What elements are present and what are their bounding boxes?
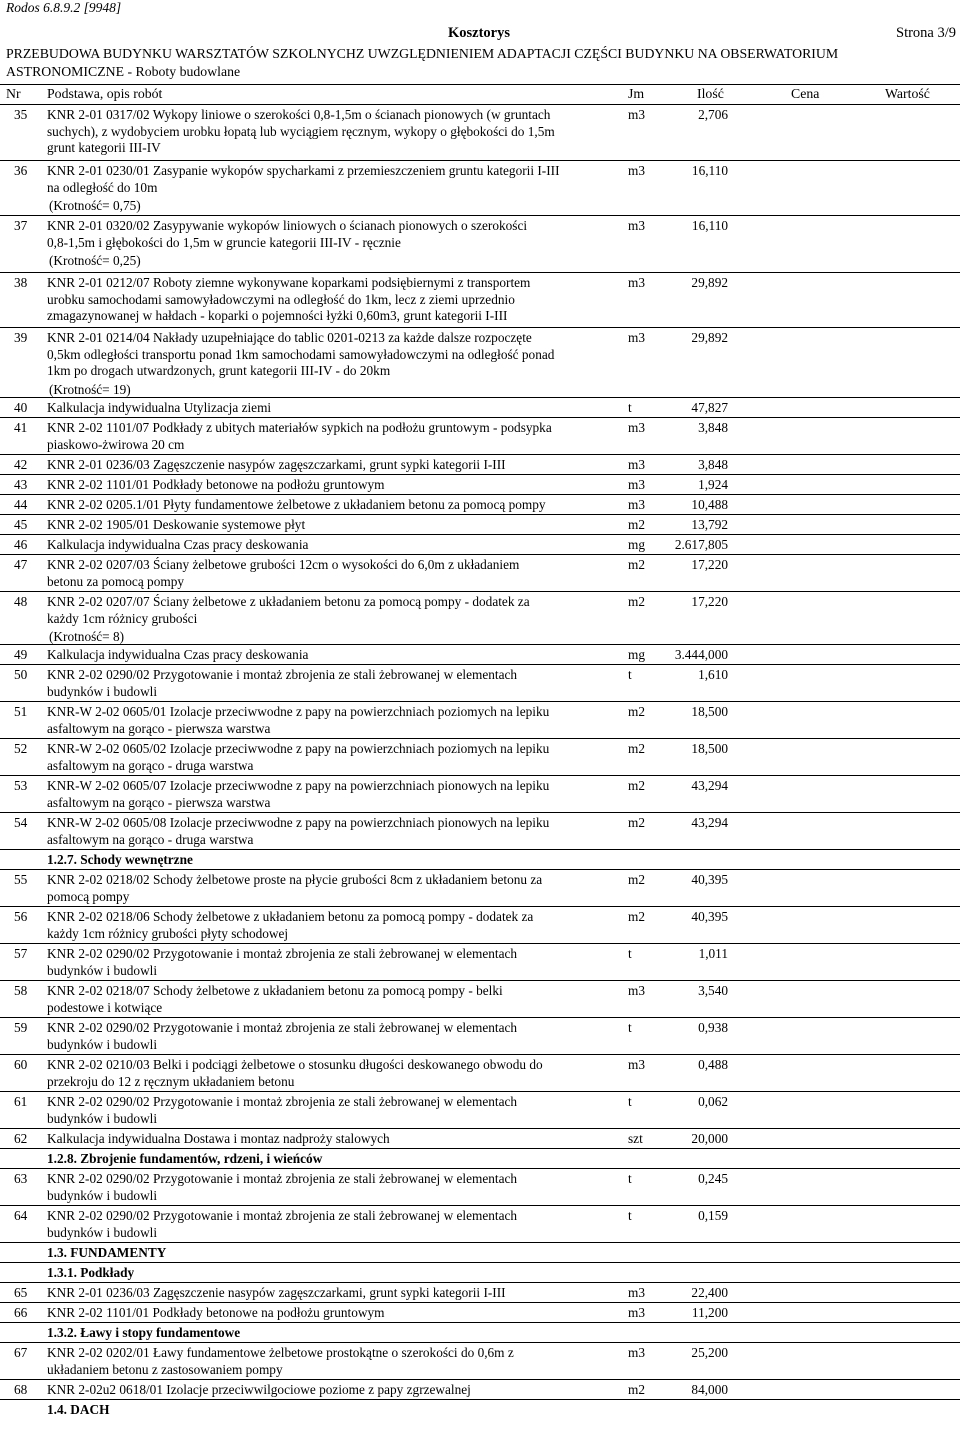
- row-description: [47, 275, 615, 325]
- row-unit: m2: [628, 872, 645, 887]
- row-quantity: 1,011: [698, 946, 728, 961]
- section-header: [0, 1263, 960, 1283]
- description-line: (Krotność= 19): [49, 381, 131, 397]
- description-line: betonu za pomocą pompy: [47, 573, 184, 589]
- row-quantity: 3,848: [698, 457, 728, 472]
- table-row: [0, 1303, 960, 1323]
- row-number: 56: [14, 909, 28, 924]
- row-number: 53: [14, 778, 28, 793]
- row-description: [47, 420, 615, 453]
- row-description: [47, 1131, 615, 1148]
- row-unit: m3: [628, 163, 645, 178]
- row-quantity: 13,792: [691, 517, 728, 532]
- description-line: KNR 2-02 0218/02 Schody żelbetowe proste na płycie grubości 8cm z układaniem betonu za: [47, 872, 543, 887]
- row-quantity: 29,892: [691, 330, 728, 345]
- section-title: 1.4. DACH: [47, 1402, 110, 1417]
- row-unit: m3: [628, 457, 645, 472]
- row-number: 67: [14, 1345, 28, 1360]
- description-line: KNR 2-02 0218/07 Schody żelbetowe z układaniem betonu za pomocą pompy - belki: [47, 983, 503, 998]
- row-unit: m2: [628, 741, 645, 756]
- row-quantity: 29,892: [691, 275, 728, 290]
- description-line: KNR 2-02 0207/03 Ściany żelbetowe grubości 12cm o wysokości do 6,0m z układaniem: [47, 557, 520, 572]
- row-quantity: 16,110: [691, 218, 728, 233]
- row-quantity: 1,610: [698, 667, 728, 682]
- row-unit: m3: [628, 1285, 645, 1300]
- row-unit: m2: [628, 517, 645, 532]
- row-description: [47, 667, 615, 700]
- table-row: [0, 665, 960, 702]
- row-number: 57: [14, 946, 28, 961]
- section-header: [0, 850, 960, 870]
- row-number: 40: [14, 400, 28, 415]
- row-number: 58: [14, 983, 28, 998]
- col-wartosc: Wartość: [885, 86, 930, 101]
- table-row: [0, 455, 960, 475]
- description-line: KNR 2-01 0317/02 Wykopy liniowe o szerokości 0,8-1,5m o ścianach pionowych (w gruntach: [47, 107, 551, 122]
- description-line: KNR 2-02 1101/01 Podkłady betonowe na podłożu gruntowym: [47, 477, 385, 492]
- row-number: 42: [14, 457, 28, 472]
- row-description: [47, 1208, 615, 1241]
- description-line: KNR 2-02 0202/01 Ławy fundamentowe żelbetowe prostokątne o szerokości do 0,6m z: [47, 1345, 514, 1360]
- description-line: na odległość do 10m: [47, 179, 158, 195]
- row-quantity: 0,159: [698, 1208, 728, 1223]
- table-row: [0, 161, 960, 216]
- row-number: 60: [14, 1057, 28, 1072]
- row-quantity: 3,848: [698, 420, 728, 435]
- row-quantity: 0,938: [698, 1020, 728, 1035]
- row-description: [47, 330, 615, 398]
- row-description: [47, 815, 615, 848]
- description-line: (Krotność= 0,75): [49, 198, 141, 213]
- row-quantity: 22,400: [691, 1285, 728, 1300]
- row-unit: m3: [628, 218, 645, 233]
- row-description: [47, 1382, 615, 1399]
- description-line: suchych), z wydobyciem urobku łopatą lub wyciągiem ręcznym, wykopy o głębokości do 1,5m: [47, 123, 555, 139]
- row-number: 50: [14, 667, 28, 682]
- section-title: 1.2.7. Schody wewnętrzne: [47, 852, 193, 867]
- col-nr: Nr: [6, 86, 21, 101]
- row-quantity: 18,500: [691, 704, 728, 719]
- row-quantity: 47,827: [691, 400, 728, 415]
- description-line: KNR 2-02 0207/07 Ściany żelbetowe z układaniem betonu za pomocą pompy - dodatek za: [47, 594, 530, 609]
- description-line: KNR 2-02 1905/01 Deskowanie systemowe płyt: [47, 517, 306, 532]
- table-row: [0, 1018, 960, 1055]
- row-unit: m2: [628, 594, 645, 609]
- document-title: Kosztorys: [448, 25, 511, 41]
- section-header: [0, 1243, 960, 1263]
- row-number: 36: [14, 163, 28, 178]
- row-number: 51: [14, 704, 28, 719]
- description-line: KNR 2-02 1101/01 Podkłady betonowe na podłożu gruntowym: [47, 1305, 385, 1320]
- section-header: [0, 1400, 960, 1419]
- row-unit: m2: [628, 909, 645, 924]
- table-row: [0, 495, 960, 515]
- row-number: 68: [14, 1382, 28, 1397]
- row-description: [47, 594, 615, 646]
- description-line: 1km po drogach utwardzonych, grunt kategorii III-IV - do 20km: [47, 363, 391, 378]
- row-number: 35: [14, 107, 28, 122]
- row-unit: t: [628, 946, 632, 961]
- row-description: [47, 497, 615, 514]
- table-row: [0, 1343, 960, 1380]
- section-title: 1.3.1. Podkłady: [47, 1265, 135, 1280]
- table-row: [0, 1206, 960, 1243]
- description-line: KNR 2-02 0290/02 Przygotowanie i montaż zbrojenia ze stali żebrowanej w elementach: [47, 667, 518, 682]
- description-line: KNR 2-02 0290/02 Przygotowanie i montaż zbrojenia ze stali żebrowanej w elementach: [47, 1094, 518, 1109]
- row-number: 43: [14, 477, 28, 492]
- section-title: 1.2.8. Zbrojenie fundamentów, rdzeni, i wieńców: [47, 1151, 323, 1166]
- row-number: 37: [14, 218, 28, 233]
- col-desc: Podstawa, opis robót: [47, 86, 163, 101]
- row-quantity: 2,706: [698, 107, 728, 122]
- row-description: [47, 477, 615, 494]
- row-quantity: 43,294: [691, 815, 728, 830]
- row-unit: m3: [628, 420, 645, 435]
- description-line: KNR 2-02 1101/07 Podkłady z ubitych materiałów sypkich na podłożu gruntowym - podsypka: [47, 420, 552, 435]
- row-quantity: 25,200: [691, 1345, 728, 1360]
- row-number: 64: [14, 1208, 28, 1223]
- row-unit: t: [628, 1020, 632, 1035]
- table-row: [0, 1380, 960, 1400]
- row-description: [47, 647, 615, 664]
- row-description: [47, 778, 615, 811]
- row-description: [47, 1094, 615, 1127]
- description-line: KNR 2-01 0212/07 Roboty ziemne wykonywane koparkami podsiębiernymi z transportem: [47, 275, 531, 290]
- description-line: KNR 2-02 0290/02 Przygotowanie i montaż zbrojenia ze stali żebrowanej w elementach: [47, 1020, 518, 1035]
- row-number: 49: [14, 647, 28, 662]
- row-unit: mg: [628, 647, 645, 662]
- row-description: [47, 400, 615, 417]
- description-line: Kalkulacja indywidualna Dostawa i montaz nadproży stalowych: [47, 1131, 390, 1146]
- row-quantity: 20,000: [691, 1131, 728, 1146]
- col-jm: Jm: [628, 86, 645, 101]
- row-description: [47, 537, 615, 554]
- table-row: [0, 1092, 960, 1129]
- row-quantity: 40,395: [691, 872, 728, 887]
- row-number: 44: [14, 497, 28, 512]
- table-row: [0, 555, 960, 592]
- row-number: 61: [14, 1094, 28, 1109]
- description-line: przekroju do 12 z ręcznym układaniem betonu: [47, 1073, 295, 1089]
- row-description: [47, 1305, 615, 1322]
- description-line: 0,5km odległości transportu ponad 1km samochodami samowyładowczymi na odległość ponad: [47, 346, 555, 362]
- description-line: KNR 2-02u2 0618/01 Izolacje przeciwwilgociowe poziome z papy zgrzewalnej: [47, 1382, 471, 1397]
- row-unit: m3: [628, 275, 645, 290]
- description-line: KNR 2-02 0290/02 Przygotowanie i montaż zbrojenia ze stali żebrowanej w elementach: [47, 1208, 518, 1223]
- row-quantity: 10,488: [691, 497, 728, 512]
- row-quantity: 2.617,805: [674, 537, 728, 552]
- description-line: budynków i budowli: [47, 683, 158, 699]
- program-version: Rodos 6.8.9.2 [9948]: [6, 0, 122, 15]
- row-unit: m2: [628, 1382, 645, 1397]
- table-row: [0, 105, 960, 161]
- row-number: 47: [14, 557, 28, 572]
- row-description: [47, 946, 615, 979]
- row-quantity: 40,395: [691, 909, 728, 924]
- description-line: KNR 2-02 0205.1/01 Płyty fundamentowe żelbetowe z układaniem betonu za pomocą pompy: [47, 497, 546, 512]
- table-row: [0, 776, 960, 813]
- row-number: 48: [14, 594, 28, 609]
- row-quantity: 3.444,000: [674, 647, 728, 662]
- description-line: KNR 2-01 0236/03 Zagęszczenie nasypów zagęszczarkami, grunt sypki kategorii I-III: [47, 1285, 506, 1300]
- col-ilosc: Ilość: [697, 86, 724, 101]
- row-description: [47, 741, 615, 774]
- row-number: 65: [14, 1285, 28, 1300]
- description-line: KNR 2-02 0290/02 Przygotowanie i montaż zbrojenia ze stali żebrowanej w elementach: [47, 1171, 518, 1186]
- table-header: [0, 84, 960, 105]
- table-row: [0, 739, 960, 776]
- section-title: 1.3.2. Ławy i stopy fundamentowe: [47, 1325, 241, 1340]
- row-unit: m3: [628, 497, 645, 512]
- description-line: budynków i budowli: [47, 1187, 158, 1203]
- description-line: grunt kategorii III-IV: [47, 140, 161, 155]
- row-description: [47, 1057, 615, 1090]
- row-description: [47, 1020, 615, 1053]
- table-row: [0, 1169, 960, 1206]
- row-number: 54: [14, 815, 28, 830]
- row-quantity: 17,220: [691, 557, 728, 572]
- project-title-line2: ASTRONOMICZNE - Roboty budowlane: [6, 64, 241, 79]
- table-row: [0, 398, 960, 418]
- row-number: 59: [14, 1020, 28, 1035]
- row-unit: m2: [628, 815, 645, 830]
- row-description: [47, 872, 615, 905]
- row-number: 52: [14, 741, 28, 756]
- table-row: [0, 907, 960, 944]
- row-description: [47, 557, 615, 590]
- description-line: podestowe i kotwiące: [47, 999, 163, 1015]
- row-number: 55: [14, 872, 28, 887]
- row-quantity: 84,000: [691, 1382, 728, 1397]
- row-unit: t: [628, 667, 632, 682]
- table-row: [0, 813, 960, 850]
- row-description: [47, 909, 615, 942]
- row-quantity: 0,245: [698, 1171, 728, 1186]
- description-line: każdy 1cm różnicy grubości: [47, 610, 198, 626]
- description-line: piaskowo-żwirowa 20 cm: [47, 436, 185, 452]
- description-line: KNR 2-01 0230/01 Zasypanie wykopów spycharkami z przemieszczeniem gruntu kategorii I-III: [47, 163, 560, 178]
- row-quantity: 11,200: [691, 1305, 728, 1320]
- row-unit: m3: [628, 107, 645, 122]
- project-title-line1: PRZEBUDOWA BUDYNKU WARSZTATÓW SZKOLNYCHZ UWZGLĘDNIENIEM ADAPTACJI CZĘŚCI BUDYNKU NA OBSERWATORIUM: [6, 46, 839, 61]
- row-number: 66: [14, 1305, 28, 1320]
- row-number: 39: [14, 330, 28, 345]
- row-description: [47, 517, 615, 534]
- row-unit: m2: [628, 778, 645, 793]
- row-unit: m3: [628, 1057, 645, 1072]
- description-line: Kalkulacja indywidualna Utylizacja ziemi: [47, 400, 272, 415]
- description-line: układaniem betonu z zastosowaniem pompy: [47, 1361, 283, 1377]
- row-quantity: 18,500: [691, 741, 728, 756]
- description-line: KNR-W 2-02 0605/01 Izolacje przeciwwodne z papy na powierzchniach poziomych na lepiku: [47, 704, 550, 719]
- description-line: budynków i budowli: [47, 1110, 158, 1126]
- row-quantity: 17,220: [691, 594, 728, 609]
- row-number: 62: [14, 1131, 28, 1146]
- row-description: [47, 983, 615, 1016]
- table-row: [0, 328, 960, 398]
- section-header: [0, 1323, 960, 1343]
- row-quantity: 0,488: [698, 1057, 728, 1072]
- table-row: [0, 273, 960, 328]
- description-line: KNR 2-01 0320/02 Zasypywanie wykopów liniowych o ścianach pionowych o szerokości: [47, 218, 528, 233]
- description-line: KNR-W 2-02 0605/08 Izolacje przeciwwodne z papy na powierzchniach pionowych na lepiku: [47, 815, 550, 830]
- row-quantity: 1,924: [698, 477, 728, 492]
- row-unit: szt: [628, 1131, 643, 1146]
- description-line: Kalkulacja indywidualna Czas pracy deskowania: [47, 647, 309, 662]
- row-unit: m2: [628, 704, 645, 719]
- description-line: budynków i budowli: [47, 1224, 158, 1240]
- row-description: [47, 1345, 615, 1378]
- row-description: [47, 1285, 615, 1302]
- row-unit: t: [628, 1171, 632, 1186]
- row-unit: m2: [628, 557, 645, 572]
- description-line: KNR 2-01 0236/03 Zagęszczenie nasypów zagęszczarkami, grunt sypki kategorii I-III: [47, 457, 506, 472]
- row-description: [47, 107, 615, 157]
- row-number: 45: [14, 517, 28, 532]
- table-row: [0, 944, 960, 981]
- page-number: Strona 3/9: [896, 25, 957, 41]
- table-row: [0, 535, 960, 555]
- description-line: urobku samochodami samowyładowczymi na odległość do 1km, lecz z ziemi uprzednio: [47, 291, 515, 307]
- row-quantity: 0,062: [698, 1094, 728, 1109]
- row-quantity: 3,540: [698, 983, 728, 998]
- row-unit: t: [628, 400, 632, 415]
- row-number: 63: [14, 1171, 28, 1186]
- table-row: [0, 981, 960, 1018]
- description-line: KNR-W 2-02 0605/07 Izolacje przeciwwodne z papy na powierzchniach pionowych na lepiku: [47, 778, 550, 793]
- description-line: Kalkulacja indywidualna Czas pracy deskowania: [47, 537, 309, 552]
- description-line: budynków i budowli: [47, 1036, 158, 1052]
- row-unit: m3: [628, 1345, 645, 1360]
- table-row: [0, 1129, 960, 1149]
- row-unit: m3: [628, 477, 645, 492]
- table-row: [0, 702, 960, 739]
- section-header: [0, 1149, 960, 1169]
- description-line: KNR-W 2-02 0605/02 Izolacje przeciwwodne z papy na powierzchniach poziomych na lepiku: [47, 741, 550, 756]
- description-line: asfaltowym na gorąco - pierwsza warstwa: [47, 720, 271, 736]
- table-row: [0, 475, 960, 495]
- row-number: 41: [14, 420, 28, 435]
- description-line: asfaltowym na gorąco - druga warstwa: [47, 831, 254, 847]
- table-row: [0, 418, 960, 455]
- table-row: [0, 1055, 960, 1092]
- row-description: [47, 457, 615, 474]
- table-row: [0, 216, 960, 273]
- row-unit: m3: [628, 1305, 645, 1320]
- description-line: (Krotność= 0,25): [49, 253, 141, 268]
- table-row: [0, 592, 960, 645]
- row-unit: mg: [628, 537, 645, 552]
- row-number: 46: [14, 537, 28, 552]
- row-unit: m3: [628, 330, 645, 345]
- row-description: [47, 704, 615, 737]
- description-line: asfaltowym na gorąco - pierwsza warstwa: [47, 794, 271, 810]
- row-number: 38: [14, 275, 28, 290]
- description-line: KNR 2-02 0210/03 Belki i podciągi żelbetowe o stosunku długości deskowanego obwodu do: [47, 1057, 543, 1072]
- description-line: (Krotność= 8): [49, 629, 125, 644]
- col-cena: Cena: [791, 86, 820, 101]
- description-line: zmagazynowanej w hałdach - koparki o pojemności łyżki 0,60m3, grunt kategorii I-III: [47, 308, 508, 323]
- table-row: [0, 645, 960, 665]
- description-line: KNR 2-02 0290/02 Przygotowanie i montaż zbrojenia ze stali żebrowanej w elementach: [47, 946, 518, 961]
- description-line: budynków i budowli: [47, 962, 158, 978]
- row-unit: m3: [628, 983, 645, 998]
- row-description: [47, 1171, 615, 1204]
- row-description: [47, 218, 615, 270]
- row-unit: t: [628, 1094, 632, 1109]
- row-description: [47, 163, 615, 215]
- description-line: KNR 2-01 0214/04 Nakłady uzupełniające do tablic 0201-0213 za każde dalsze rozpoczęte: [47, 330, 532, 345]
- row-quantity: 43,294: [691, 778, 728, 793]
- description-line: KNR 2-02 0218/06 Schody żelbetowe z układaniem betonu za pomocą pompy - dodatek za: [47, 909, 534, 924]
- description-line: każdy 1cm różnicy grubości płyty schodowej: [47, 925, 289, 941]
- section-title: 1.3. FUNDAMENTY: [47, 1245, 167, 1260]
- project-title: [6, 45, 956, 81]
- description-line: 0,8-1,5m i głębokości do 1,5m w gruncie kategorii III-IV - ręcznie: [47, 234, 401, 250]
- table-row: [0, 870, 960, 907]
- row-quantity: 16,110: [691, 163, 728, 178]
- row-unit: t: [628, 1208, 632, 1223]
- description-line: asfaltowym na gorąco - druga warstwa: [47, 757, 254, 773]
- table-row: [0, 1283, 960, 1303]
- table-row: [0, 515, 960, 535]
- description-line: pomocą pompy: [47, 888, 130, 904]
